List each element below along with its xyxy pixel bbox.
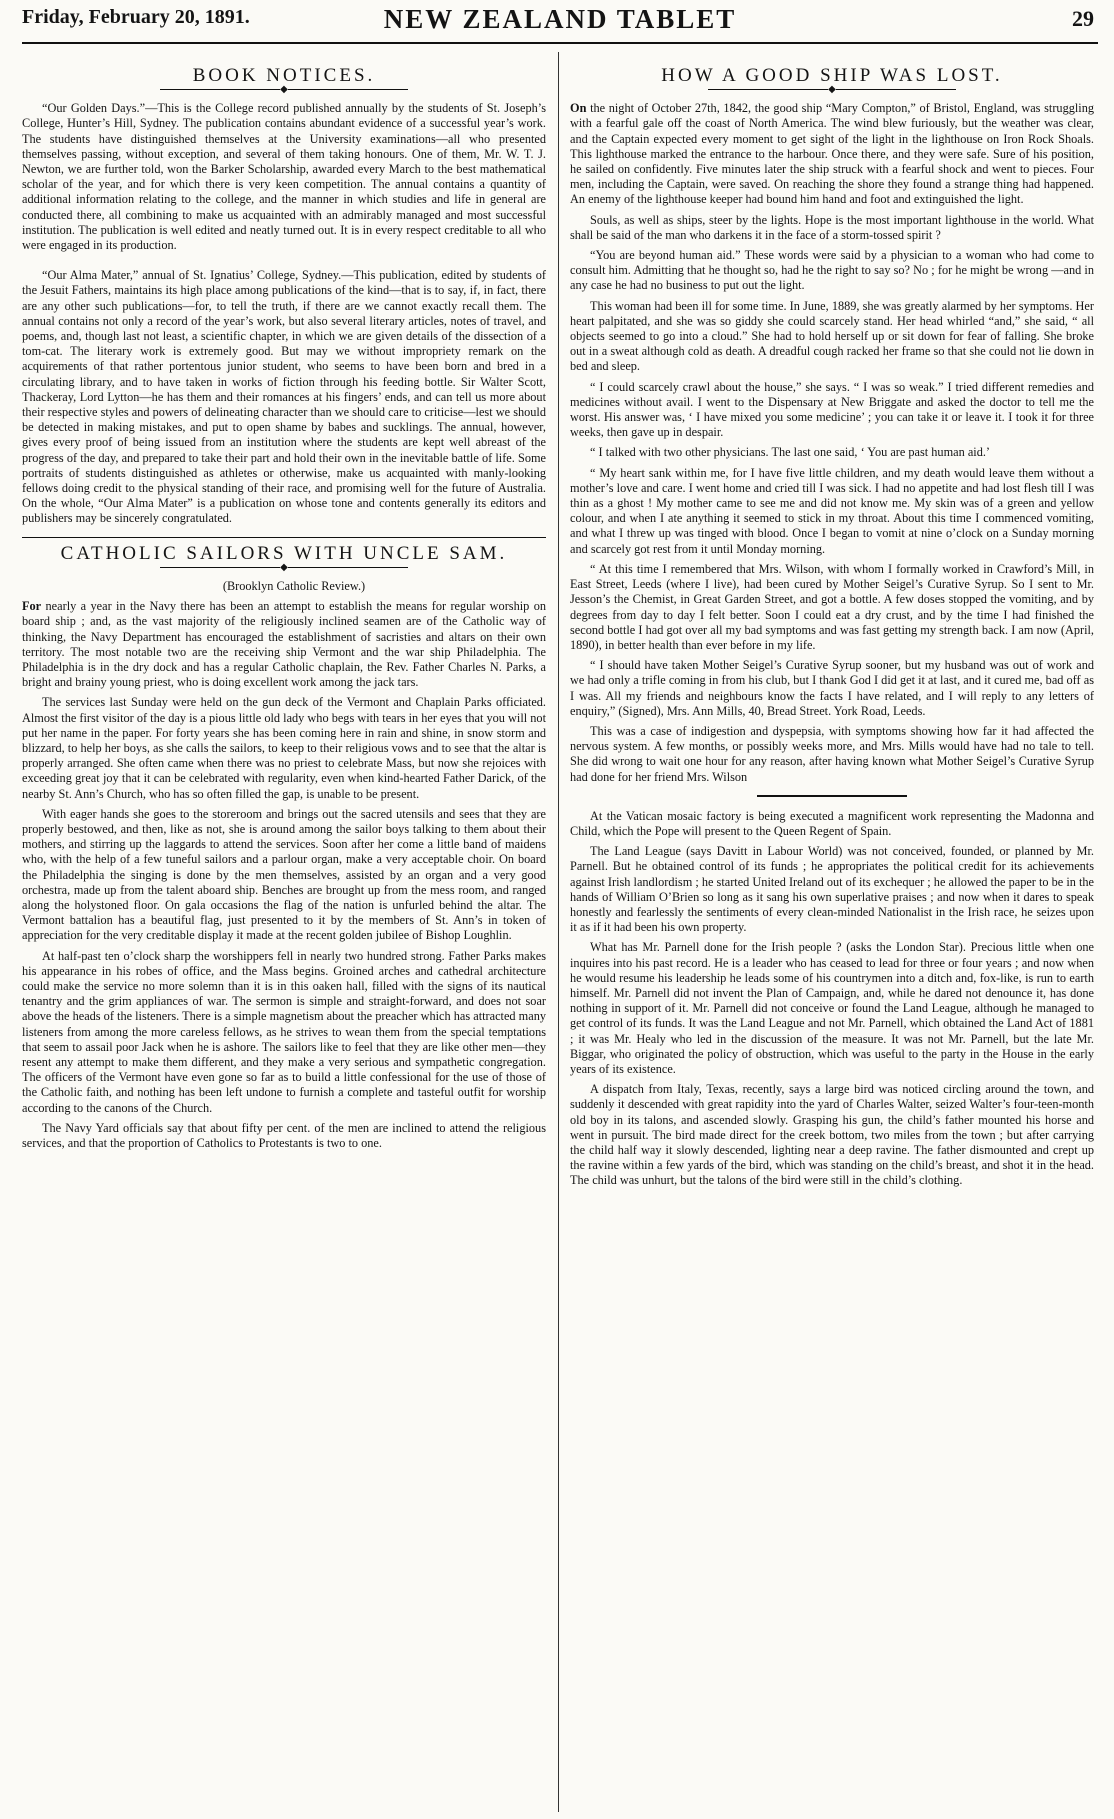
book-notices-heading: BOOK NOTICES. bbox=[192, 65, 376, 86]
heading-ornament: ◆ bbox=[22, 563, 546, 573]
heading-ornament: ◆ bbox=[570, 85, 1094, 95]
article-paragraph: “You are beyond human aid.” These words were said by a physician to a woman who had come to consult him. Admitting that he thought so, had he the right to say so? No ; for he might be wrong —and in any case he had no business to put out the light. bbox=[570, 248, 1094, 293]
lead-word: On bbox=[570, 101, 587, 116]
left-column bbox=[22, 60, 546, 1810]
article-text: nearly a year in the Navy there has been an attempt to establish the means for regular worship on board ship ; and, as the vast majority of the religiously inclined seamen are of the Catholic way of thinking, the Navy Department has encouraged the establishment of sacristies and altars on their own territory. The most notable two are the receiving ship Vermont and the war ship Philadelphia. The Philadelphia is in the dry dock and has a regular Catholic chaplain, the Rev. Father Charles N. Parks, a bright and brainy young priest, who is doing excellent work among the jack tars. bbox=[22, 599, 546, 690]
article-paragraph: Souls, as well as ships, steer by the lights. Hope is the most important lighthouse in the world. What shall be said of the man who darkens it in the face of a storm-tossed spirit ? bbox=[570, 212, 1094, 242]
article-source: (Brooklyn Catholic Review.) bbox=[222, 578, 366, 593]
masthead-title: NEW ZEALAND TABLET bbox=[383, 4, 737, 34]
article-paragraph: This woman had been ill for some time. In June, 1889, she was greatly alarmed by her symptoms. Her heart palpitated, and she was so giddy she could scarcely stand. Her head whirled “and,” she said, “ all objects seemed to go into a cloud.” She had to hold herself up or sit down for fear of falling. She broke out in a sweat although cold as death. A dreadful cough racked her frame so that she could not lie down in bed and sleep. bbox=[570, 298, 1094, 374]
article-paragraph: “ I could scarcely crawl about the house,” she says. “ I was so weak.” I tried different remedies and medicines without avail. I went to the Dispensary at New Briggate and asked the doctor to tell me the worst. His answer was, ‘ I have mixed you some medicine’ ; you can take it or leave it. I took it for three weeks, then gave up in despair. bbox=[570, 379, 1094, 440]
section-divider bbox=[757, 795, 907, 797]
ship-heading: HOW A GOOD SHIP WAS LOST. bbox=[661, 65, 1003, 86]
article-paragraph: The services last Sunday were held on the gun deck of the Vermont and Chaplain Parks officiated. Almost the first visitor of the day is a pious little old lady who begs with tears in her eyes that you will not put her name in the paper. For forty years she has been coming here in rain and shine, in snow storm and blizzard, to help her boys, as she calls the sailors, to keep to their religious vows and to see that the altar is properly arranged. She often came when there was no priest to celebrate Mass, but now she rejoices with exceeding great joy that it can be celebrated with regularity, even when kind-hearted Father Darick, of the nearby St. Ann’s Church, who has so often filled the gap, is unable to be present. bbox=[22, 695, 546, 801]
news-note: At the Vatican mosaic factory is being executed a magnificent work representing the Madonna and Child, which the Pope will present to the Queen Regent of Spain. bbox=[570, 808, 1094, 838]
article-paragraph bbox=[22, 599, 546, 690]
news-note: A dispatch from Italy, Texas, recently, says a large bird was noticed circling around the town, and suddenly it descended with great rapidity into the yard of Charles Walter, seized Walter’s four-teen-month old boy in its talons, and ascended slowly. Grasping his gun, the child’s father mounted his horse and went in pursuit. The bird made direct for the creek bottom, two miles from the town ; but after carrying the child half way it slowly descended, lighting near a deep ravine. The father dismounted and crept up the ravine within a few yards of the bird, which was standing on the child’s breast, and shot it in the head. The child was unhurt, but the talons of the bird were still in the child’s clothing. bbox=[570, 1082, 1094, 1188]
heading-ornament: ◆ bbox=[22, 85, 546, 95]
page-header bbox=[22, 4, 1098, 44]
book-notice-paragraph: “Our Alma Mater,” annual of St. Ignatius’ College, Sydney.—This publication, edited by students of the Jesuit Fathers, maintains its high place among publications of the kind—that is to say, if, in fact, there are any other such publications—for, to tell the truth, if there are we cannot exactly recall them. The annual contains not only a record of the year’s work, but also several literary articles, notes of travel, and poems, and, though last not least, a scientific chapter, in which we are given details of the dissection of a tom-cat. The literary work is extremely good. But may we without impropriety remark on the acquirements of that rather portentous junior student, who seems to have been born and bred in a circulating library, and to have taken in works of fiction through his feeding bottle. Sir Walter Scott, Thackeray, Lord Lytton—he has them and their romances at his fingers’ ends, and can tell us more about their respective styles and powers of delineating character than we should care to criticise—lest we should be detected in making mistakes, and put to open shame by babes and sucklings. The annual, however, gives every proof of being issued from an institution where the students are kept well abreast of the progress of the day, and prepared to take their part and hold their own in the inevitable battle of life. Some portraits of students distinguished as athletes or otherwise, make us acquainted with manly-looking fellows doing credit to the physical standing of their race, and promising well for the future of Australia. On the whole, “Our Alma Mater” is a publication on whose tone and contents generally its editors and publishers may be sincerely congratulated. bbox=[22, 268, 546, 526]
article-paragraph: “ At this time I remembered that Mrs. Wilson, with whom I formally worked in Crawford’s Mill, in East Street, Leeds (where I live), had been cured by Mother Seigel’s Curative Syrup. So I sent to Mr. Jesson’s the Chemist, in Great Garden Street, and got a bottle. A few doses stopped the vomiting, and by degrees from day to day I felt better. Soon I could eat a dry crust, and by the time I had finished the second bottle I had got over all my bad symptoms and was fast getting my strength back. I am now (April, 1890), in better health than ever before in my life. bbox=[570, 561, 1094, 652]
article-paragraph bbox=[570, 101, 1094, 207]
right-column bbox=[570, 60, 1094, 1810]
page-number: 29 bbox=[1072, 6, 1094, 31]
news-note: What has Mr. Parnell done for the Irish people ? (asks the London Star). Precious little when one inquires into his past record. He is a leader who has ceased to lead for three or four years ; and now when he would resume his leadership he leads some of his countrymen into a ditch and, fox-like, is run to earth himself. Mr. Parnell did not invent the Plan of Campaign, and, while he dared not denounce it, has done nothing in support of it. Mr. Parnell did not conceive or found the Land League, although he managed to get control of its funds. It was the Land League and not Mr. Parnell, which obtained the Land Act of 1881 ; it was Mr. Healy who led in the discussion of the measure. It was not Mr. Parnell, but the late Mr. Biggar, who originated the policy of obstruction, which was useful to the party in the House in the early years of its existence. bbox=[570, 940, 1094, 1076]
article-paragraph: “ My heart sank within me, for I have five little children, and my death would leave them without a mother’s love and care. I went home and cried till I was sick. I had no appetite and had lost flesh till I was thin as a ghost ! My mother came to see me and did not know me. My skin was of a green and yellow colour, and when I ate anything it seemed to stick in my throat. About this time I commenced vomiting, and what I threw up was tinged with blood. Once I began to vomit at nine o’clock on a Sunday morning and scarcely got rest from it until Monday morning. bbox=[570, 465, 1094, 556]
book-notice-paragraph: “Our Golden Days.”—This is the College record published annually by the students of St. Joseph’s College, Hunter’s Hill, Sydney. The publication contains abundant evidence of a successful year’s work. The students have distinguished themselves at the University examinations—all who presented themselves passing, without exception, and several of them taking honours. One of them, Mr. W. T. J. Newton, we are further told, won the Barker Scholarship, awarded every March to the best mathematical scholar of the year, and for which there is very keen competition. The annual contains a quantity of additional information relating to the college, and the manner in which studies and life in general are conducted there, all combining to make us acquainted with an admirably managed and most successful institution. The publication is well edited and neatly turned out. It is in every respect creditable to all who were engaged in its production. bbox=[22, 101, 546, 253]
article-paragraph: At half-past ten o’clock sharp the worshippers fell in nearly two hundred strong. Father Parks makes his appearance in his robes of office, and the Mass begins. Groined arches and cathedral architecture could make the service no more solemn than it is in this oaken hall, filled with the signs of its nautical tenantry and the grim appliances of war. The sermon is simple and straight-forward, and does not soar above the heads of the listeners. There is a simple magnetism about the preacher which has attracted many listeners from among the more careless fellows, as he strives to wean them from the special temptations that seem to assail poor Jack when he is ashore. The sailors like to feel that they are like other men—they resent any attempt to make them different, and they make a very serious and sympathetic congregation. The officers of the Vermont have even gone so far as to build a little confessional for the use of those of the Catholic faith, and nothing has been left undone to furnish a complete and tasteful outfit for worship according to the canons of the Church. bbox=[22, 948, 546, 1115]
sailors-heading: CATHOLIC SAILORS WITH UNCLE SAM. bbox=[60, 542, 508, 564]
column-divider bbox=[558, 52, 559, 1812]
article-paragraph: With eager hands she goes to the storeroom and brings out the sacred utensils and sees that they are properly bestowed, and then, like as not, she is around among the sailor boys talking to them about their mothers, and stirring up the laggards to attend the services. Soon after her come a little band of maidens who, with the help of a few tuneful sailors and a parlour organ, make a very acceptable choir. On board the Philadelphia the singing is done by the men themselves, assisted by an organ and a very good orchestra, made up from the talent aboard ship. Benches are brought up from the mess room, and ranged along the holystoned floor. On gala occasions the flag of the nation is unfurled behind the altar. The Vermont battalion has a beautiful flag, just presented to it by the members of St. Ann’s in token of appreciation for the very creditable display it made at the recent golden jubilee of Bishop Loughlin. bbox=[22, 806, 546, 943]
article-paragraph: The Navy Yard officials say that about fifty per cent. of the men are inclined to attend the religious services, and that the proportion of Catholics to Protestants is two to one. bbox=[22, 1120, 546, 1150]
article-paragraph: “ I talked with two other physicians. The last one said, ‘ You are past human aid.’ bbox=[590, 445, 991, 460]
article-paragraph: “ I should have taken Mother Seigel’s Curative Syrup sooner, but my husband was out of work and we had only a trifle coming in from his club, but I thank God I did get it at last, and it cured me, bad off as I was. All my friends and neighbours know the facts I have related, and I will reply to any letters of enquiry,” (Signed), Mrs. Ann Mills, 40, Bread Street. York Road, Leeds. bbox=[570, 658, 1094, 718]
news-note: The Land League (says Davitt in Labour World) was not conceived, founded, or planned by Mr. Parnell. But he obtained control of its funds ; he appropriates the political credit for its achievements against Irish landlordism ; he started United Ireland out of its exchequer ; he allowed the paper to be in the hands of William O’Brien so long as it sang his own superlative praises ; and now when it dares to speak honestly and fearlessly the sentiments of every clean-minded Nationalist in the Irish race, he seizes upon it as if it had been his own property. bbox=[570, 844, 1094, 935]
article-text: the night of October 27th, 1842, the good ship “Mary Compton,” of Bristol, England, was struggling with a fearful gale off the coast of North America. The wind blew furiously, but the weather was clear, and the Captain expected every moment to get sight of the light in the lighthouse on Iron Rock Shoals. This lighthouse marked the entrance to the harbour. Once there, and they were safe. Sure of his position, he sailed on confidently. Five minutes later the ship struck with a fearful shock and went to pieces. Four men, including the Captain, were saved. On reaching the shore they found a strange thing had happened. An enemy of the lighthouse keeper had bound him hand and foot and extinguished the light. bbox=[570, 101, 1094, 207]
article-paragraph: This was a case of indigestion and dyspepsia, with symptoms showing how far it had affected the nervous system. A few months, or possibly weeks more, and Mrs. Mills would have had no tale to tell. She did wrong to wait one hour for any reason, after having known what Mother Seigel’s Curative Syrup had done for her friend Mrs. Wilson bbox=[570, 723, 1094, 784]
issue-date: Friday, February 20, 1891. bbox=[22, 6, 250, 28]
lead-word: For bbox=[22, 599, 42, 614]
section-divider bbox=[22, 537, 546, 538]
